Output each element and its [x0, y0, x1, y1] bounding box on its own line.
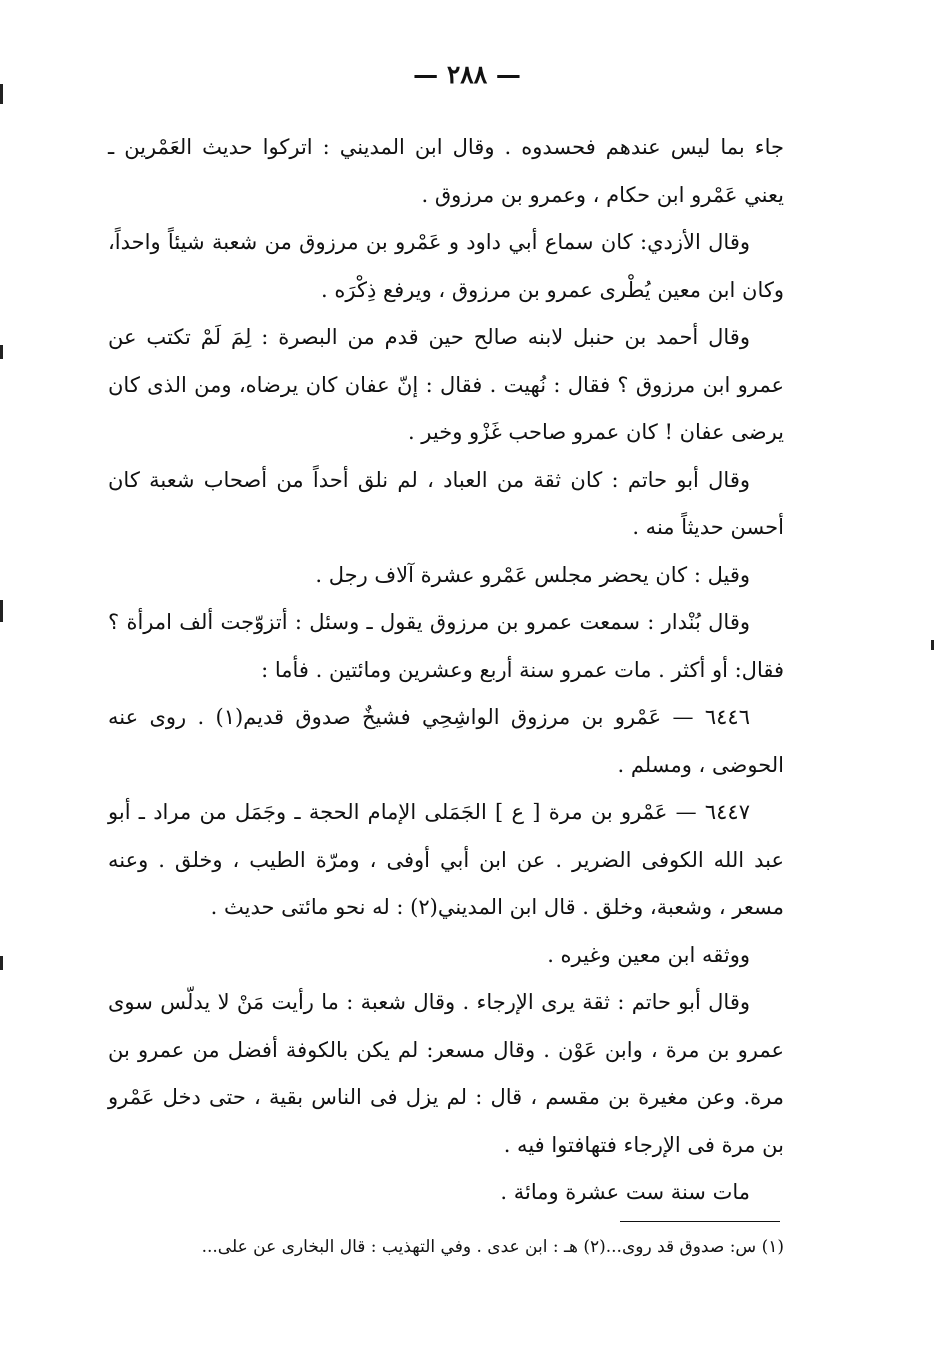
paragraph: مات سنة ست عشرة ومائة . — [500, 1180, 750, 1204]
main-text — [108, 124, 784, 1217]
paragraph: وقال الأزدي: كان سماع أبي داود و عَمْرو بن مرزوق من شعبة شيئاً واحداً، وكان ابن معين يُطْرى عمرو بن مرزوق ، ويرفع ذِكْرَه . — [108, 230, 784, 302]
page-number: — ٢٨٨ — — [413, 60, 521, 89]
footnote: (١) س: صدوق قد روى...(٢) هـ : ابن عدى . وفي التهذيب : قال البخارى عن على... — [201, 1237, 784, 1257]
entry-6446: ٦٤٤٦ — عَمْرو بن مرزوق الواشِحِي فشيخٌ صدوق قديم(١) . روى عنه الحوضى ، ومسلم . — [108, 705, 784, 777]
paragraph: وقال أبو حاتم : كان ثقة من العباد ، لم نلق أحداً من أصحاب شعبة كان أحسن حديثاً منه . — [108, 467, 784, 539]
paragraph: وقيل : كان يحضر مجلس عَمْرو عشرة آلاف رجل . — [315, 562, 750, 587]
paragraph: جاء بما ليس عندهم فحسدوه . وقال ابن المديني : اتركوا حديث العَمْرين ـ يعني عَمْرو ابن حكام ، وعمرو بن مرزوق . — [108, 135, 784, 207]
footnote-divider — [620, 1221, 780, 1222]
paragraph: وقال أبو حاتم : ثقة يرى الإرجاء . وقال شعبة : ما رأيت مَنْ لا يدلّس سوى عمرو بن مرة ، وابن عَوْن . وقال مسعر: لم يكن بالكوفة أفضل من عمرو بن مرة. وعن مغيرة بن مقسم ، قال : لم يزل فى الناس بقية ، حتى دخل عَمْرو بن مرة فى الإرجاء فتهافتوا فيه . — [108, 990, 784, 1157]
margin-mark — [0, 600, 3, 622]
margin-mark — [0, 345, 3, 359]
paragraph: ووثقه ابن معين وغيره . — [547, 942, 750, 967]
margin-mark — [0, 956, 3, 970]
entry-6447: ٦٤٤٧ — عَمْرو بن مرة [ ع ] الجَمَلى الإمام الحجة ـ وجَمَل من مراد ـ أبو عبد الله الكوفى الضرير . عن ابن أبي أوفى ، ومرّة الطيب ، وخلق . وعنه مسعر ، وشعبة، وخلق . قال ابن المديني(٢) : له نحو مائتى حديث . — [108, 800, 784, 919]
margin-mark — [0, 84, 3, 104]
paragraph: وقال أحمد بن حنبل لابنه صالح حين قدم من البصرة : لِمَ لَمْ تكتب عن عمرو ابن مرزوق ؟ فقال : نُهيت . فقال : إنّ عفان كان يرضاه، ومن الذى كان يرضى عفان ! كان عمرو صاحب غَزْو وخير . — [108, 325, 784, 444]
paragraph: وقال بُنْدار : سمعت عمرو بن مرزوق يقول ـ وسئل : أتزوّجت ألف امرأة ؟ فقال: أو أكثر . مات عمرو سنة أربع وعشرين ومائتين . فأما : — [108, 610, 784, 682]
